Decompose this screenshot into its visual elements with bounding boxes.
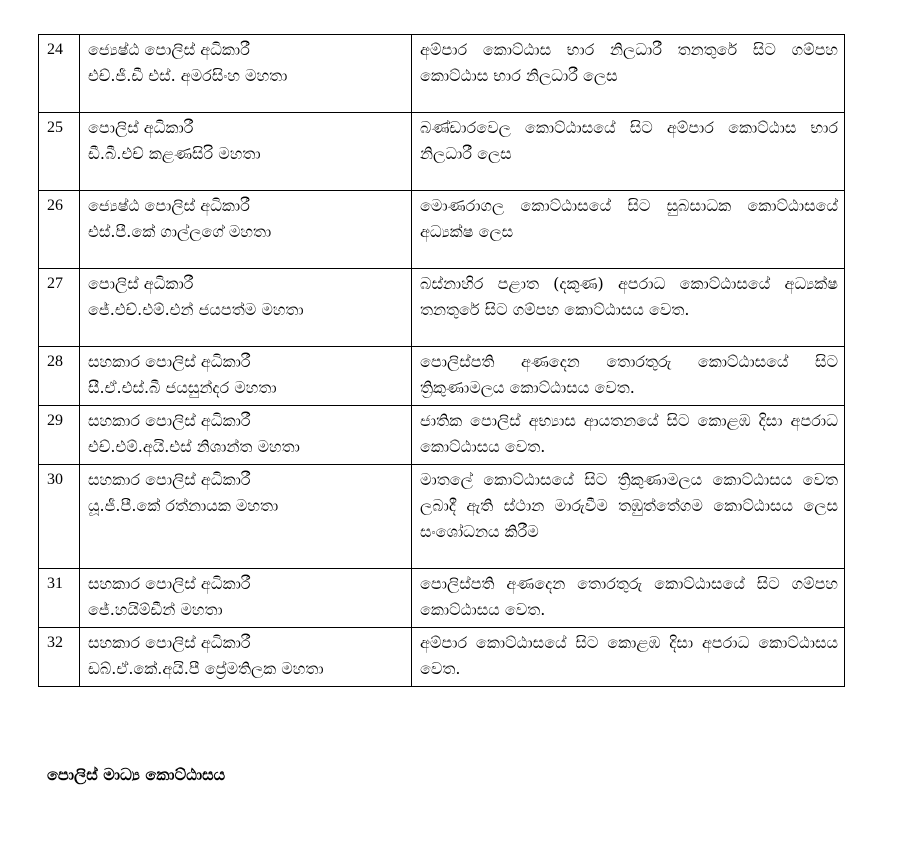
- transfer-description: පොලිස්පති අණදෙන තොරතුරු කොට්ඨාසයේ සිට ත්‍රිකුණාමලය කොට්ඨාසය වෙත.: [412, 347, 845, 406]
- table-row: [39, 569, 845, 628]
- table-row: [39, 465, 845, 569]
- officer-cell: [80, 569, 412, 628]
- row-number: 29: [39, 406, 80, 465]
- officer-name: ඩී.බී.එච් කළණසිරි මහතා: [88, 144, 261, 163]
- transfer-description: බස්නාහිර පළාත (දකුණ) අපරාධ කොට්ඨාසයේ අධ්‍යක්ෂ තනතුරේ සිට ගම්පහ කොට්ඨාසය වෙත.: [412, 269, 845, 347]
- table-row: [39, 35, 845, 113]
- officer-cell: [80, 347, 412, 406]
- officer-rank: සහකාර පොලිස් අධිකාරී: [88, 633, 251, 652]
- table-row: [39, 113, 845, 191]
- officer-name: යූ.ජී.පී.කේ රත්නායක මහතා: [88, 496, 279, 515]
- officer-rank: පොලිස් අධිකාරී: [88, 118, 194, 137]
- row-number: 27: [39, 269, 80, 347]
- officer-rank: සහකාර පොලිස් අධිකාරී: [88, 411, 251, 430]
- table-row: [39, 269, 845, 347]
- transfer-description: පොලිස්පති අණදෙන තොරතුරු කොට්ඨාසයේ සිට ගම්පහ කොට්ඨාසය වෙත.: [412, 569, 845, 628]
- row-number: 32: [39, 628, 80, 687]
- officer-cell: [80, 406, 412, 465]
- officer-name: ඩබ්.ඒ.කේ.අයි.පී ප්‍රේමතිලක මහතා: [88, 659, 324, 678]
- row-number: 31: [39, 569, 80, 628]
- row-number: 24: [39, 35, 80, 113]
- row-number: 28: [39, 347, 80, 406]
- row-number: 25: [39, 113, 80, 191]
- officer-name: ජේ.එච්.එම්.එන් ජයපත්ම මහතා: [88, 300, 304, 319]
- table-row: [39, 347, 845, 406]
- transfer-table: [38, 34, 845, 687]
- officer-cell: [80, 465, 412, 569]
- officer-name: ජේ.හයිම්ඩීන් මහතා: [88, 600, 223, 619]
- officer-cell: [80, 269, 412, 347]
- row-number: 26: [39, 191, 80, 269]
- table-row: [39, 406, 845, 465]
- officer-cell: [80, 113, 412, 191]
- section-heading: පොලිස් මාධ්‍ය කොට්ඨාසය: [47, 765, 226, 784]
- officer-name: එච්.එම්.අයි.එස් නිශාන්ත මහතා: [88, 437, 300, 456]
- officer-cell: [80, 35, 412, 113]
- officer-rank: ජ්‍යෙෂ්ඨ පොලිස් අධිකාරී: [88, 40, 250, 59]
- officer-rank: පොලිස් අධිකාරී: [88, 274, 194, 293]
- officer-name: එච්.ජී.ඩී එස්. අමරසිංහ මහතා: [88, 66, 288, 85]
- transfer-description: ජාතික පොලිස් අභ්‍යාස ආයතනයේ සිට කොළඹ දිසා අපරාධ කොට්ඨාසය වෙත.: [412, 406, 845, 465]
- transfer-description: බණ්ඩාරවෙල කොට්ඨාසයේ සිට අම්පාර කොට්ඨාස භාර නිලධාරී ලෙස: [412, 113, 845, 191]
- transfer-description: මොණරාගල කොට්ඨාසයේ සිට සුබසාධක කොට්ඨාසයේ අධ්‍යක්ෂ ලෙස: [412, 191, 845, 269]
- officer-rank: ජ්‍යෙෂ්ඨ පොලිස් අධිකාරී: [88, 196, 250, 215]
- officer-cell: [80, 628, 412, 687]
- officer-name: එස්.පී.කේ ගාල්ලගේ මහතා: [88, 222, 272, 241]
- transfer-description: අම්පාර කොට්ඨාස භාර නිලධාරී තනතුරේ සිට ගම්පහ කොට්ඨාස භාර නිලධාරී ලෙස: [412, 35, 845, 113]
- transfer-description: අම්පාර කොට්ඨාසයේ සිට කොළඹ දිසා අපරාධ කොට්ඨාසය වෙත.: [412, 628, 845, 687]
- transfer-description: මාතලේ කොට්ඨාසයේ සිට ත්‍රිකුණාමලය කොට්ඨාසය වෙත ලබාදී ඇති ස්ථාන මාරුවීම තඹුත්තේගම කොට්ඨාසය ලෙස සංශෝධනය කිරීම: [412, 465, 845, 569]
- officer-name: සී.ඒ.එස්.බී ජයසුන්දර මහතා: [88, 378, 277, 397]
- row-number: 30: [39, 465, 80, 569]
- officer-rank: සහකාර පොලිස් අධිකාරී: [88, 352, 251, 371]
- officer-rank: සහකාර පොලිස් අධිකාරී: [88, 574, 251, 593]
- officer-rank: සහකාර පොලිස් අධිකාරී: [88, 470, 251, 489]
- officer-cell: [80, 191, 412, 269]
- table-row: [39, 628, 845, 687]
- table-row: [39, 191, 845, 269]
